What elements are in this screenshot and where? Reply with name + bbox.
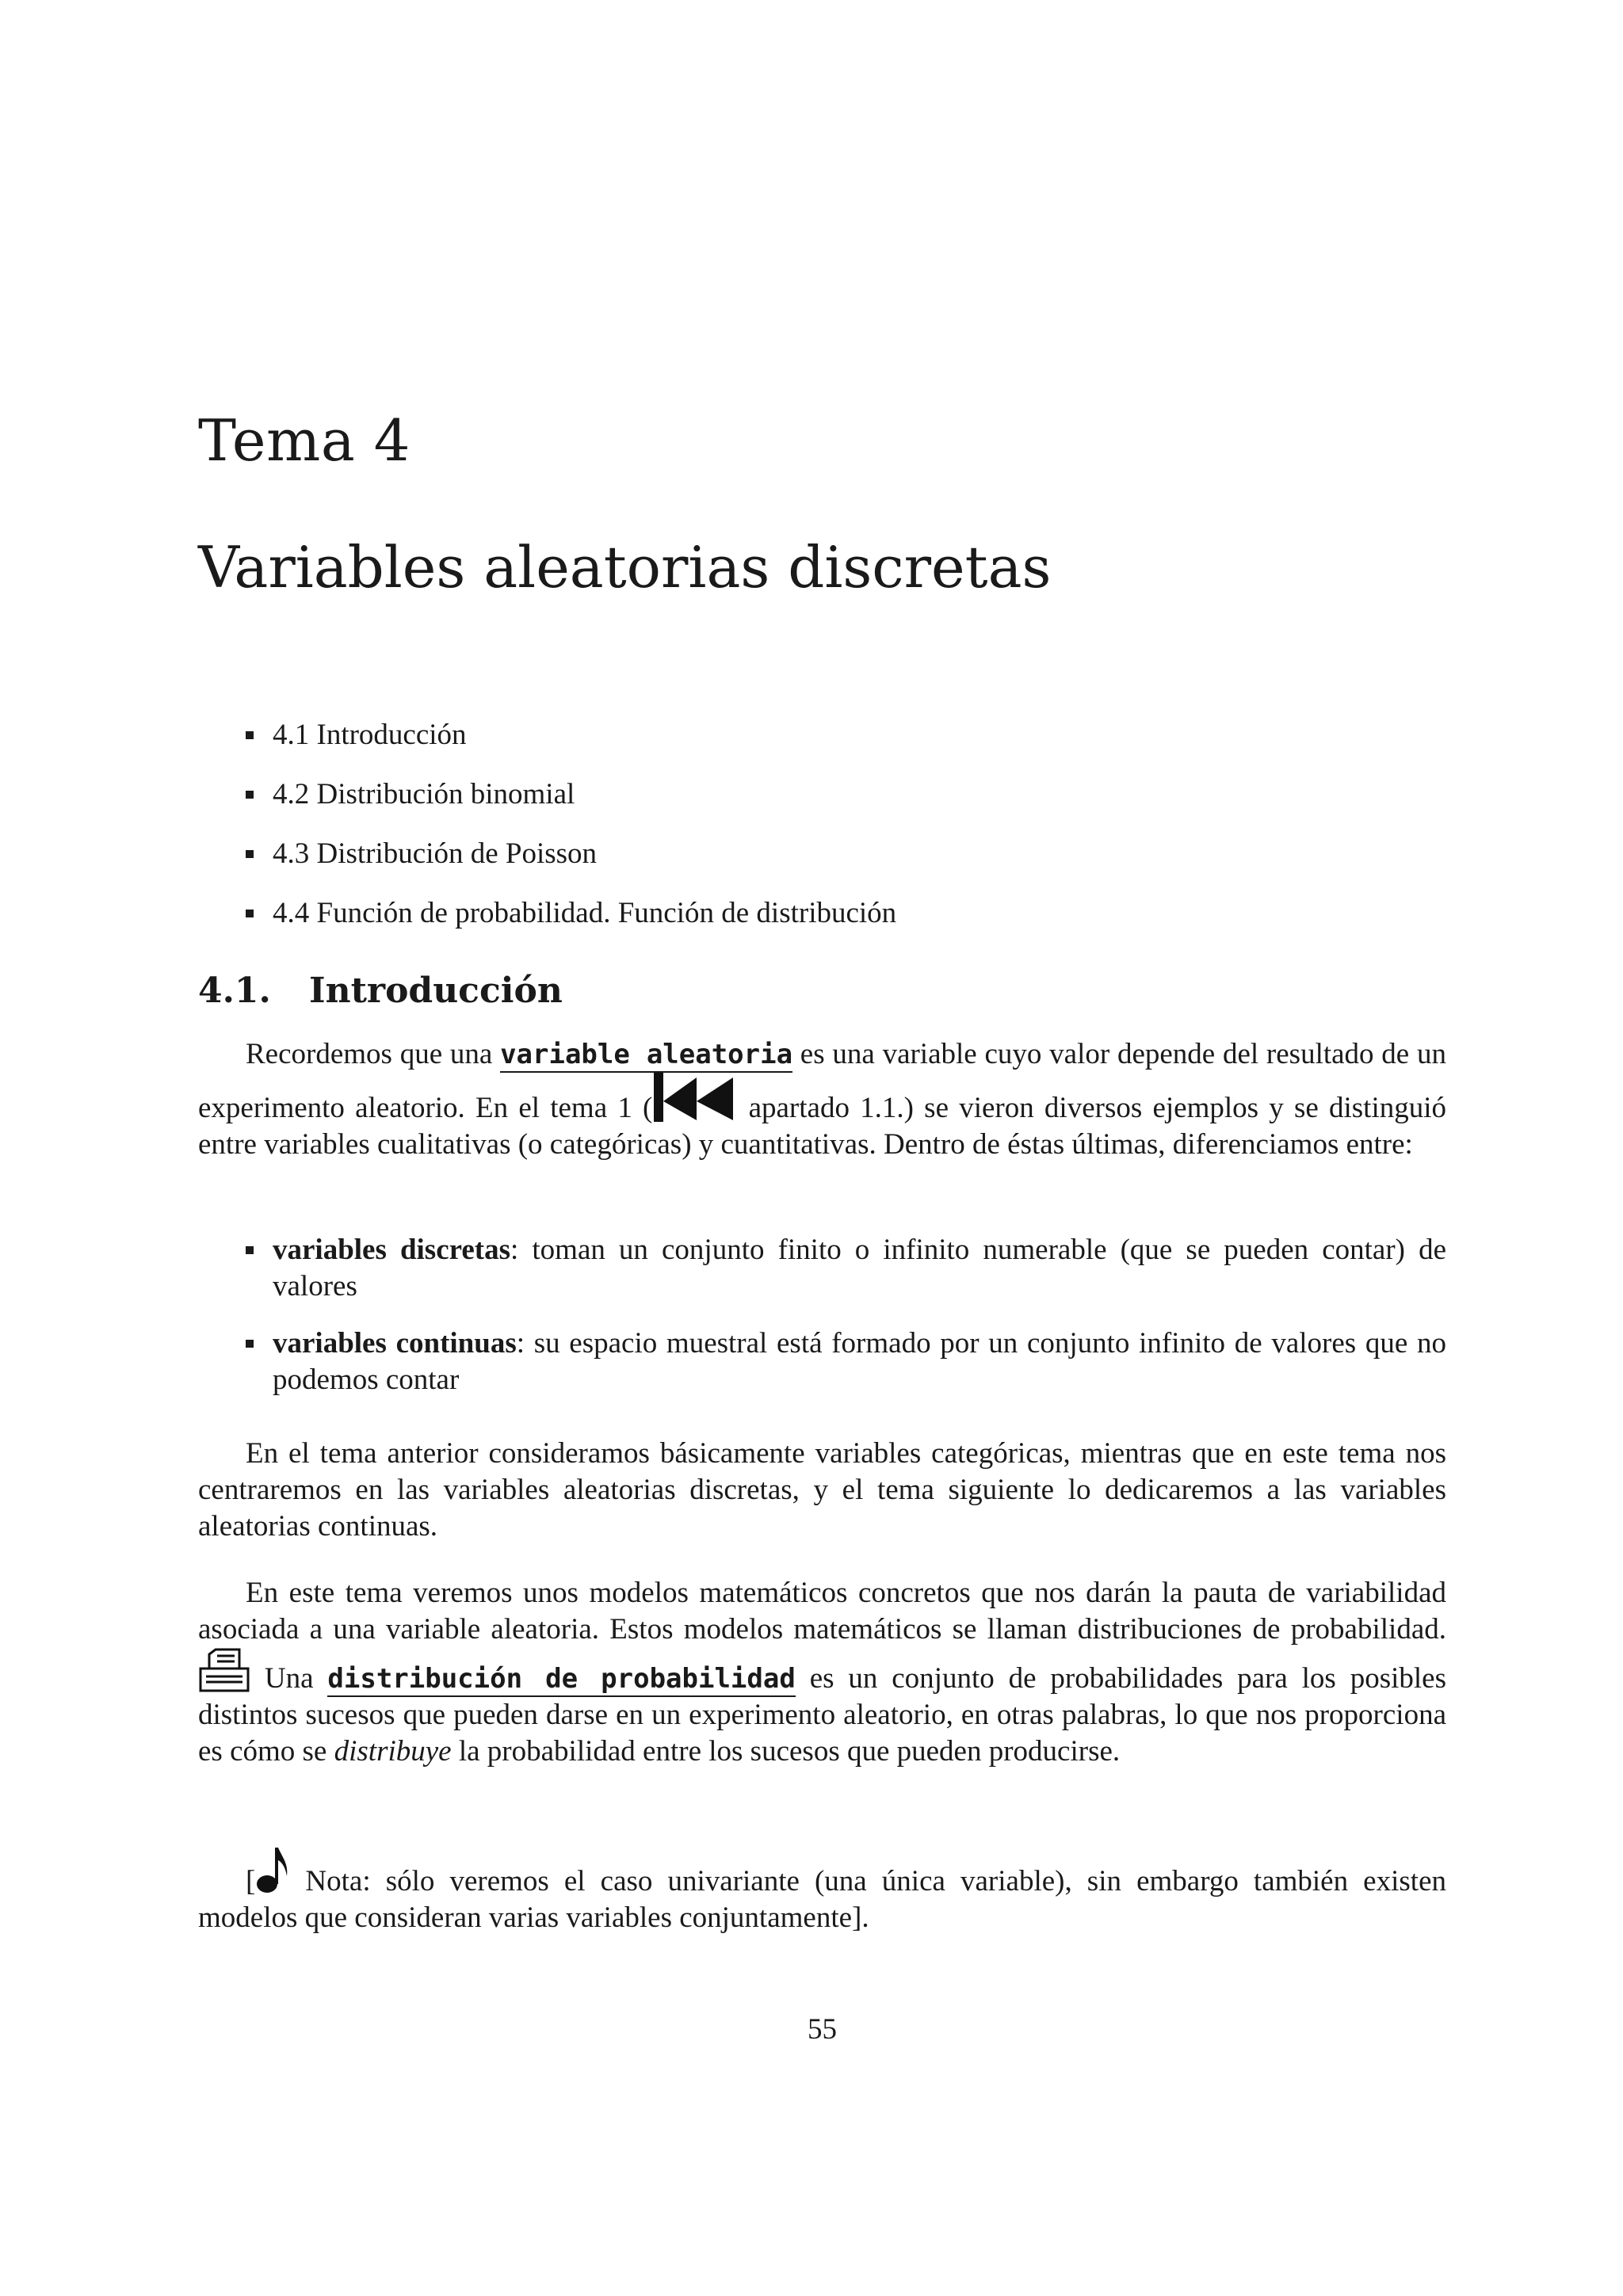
bracket: [ bbox=[246, 1865, 256, 1897]
paragraph-2: En el tema anterior consideramos básicamente variables categóricas, mientras que en este tema nos centraremos en las variables aleatorias discretas, y el tema siguiente lo dedicaremos a las variables aleatorias continuas. bbox=[198, 1437, 1446, 1543]
text: es una variable cuyo valor depende del resultado de un experimento aleatorio. En el tema 1 ( bbox=[198, 1038, 1446, 1124]
variable-types-list bbox=[246, 1232, 1446, 1419]
term-continuas: variables continuas bbox=[273, 1327, 517, 1360]
text: es un conjunto de probabilidades para los posibles distintos sucesos que pueden darse en un experimento aleatorio, en otras palabras, lo que nos proporciona es cómo se bbox=[198, 1662, 1446, 1768]
text: apartado 1.1.) se vieron diversos ejemplos y se distinguió entre variables cualitativas (o categóricas) y cuantitativas. Dentro de éstas últimas, diferenciamos entre: bbox=[198, 1092, 1446, 1161]
bullet-icon bbox=[246, 1340, 254, 1348]
term-discretas: variables discretas bbox=[273, 1234, 511, 1266]
text: la probabilidad entre los sucesos que pueden producirse. bbox=[451, 1735, 1121, 1768]
section-number: 4.1. bbox=[198, 971, 271, 1011]
section-heading bbox=[198, 971, 563, 1013]
toc-item-label[interactable]: 4.2 Distribución binomial bbox=[273, 777, 575, 810]
chapter-label: Tema 4 bbox=[198, 407, 411, 474]
section-title: Introducción bbox=[309, 971, 563, 1011]
document-page bbox=[198, 0, 1446, 2296]
page-number: 55 bbox=[808, 2013, 837, 2046]
toc-item[interactable] bbox=[246, 824, 896, 883]
bullet-icon bbox=[246, 850, 254, 858]
printer-icon[interactable] bbox=[198, 1648, 250, 1692]
note-paragraph bbox=[198, 1846, 1446, 1936]
toc-item-label[interactable]: 4.4 Función de probabilidad. Función de distribución bbox=[273, 896, 897, 929]
music-note-icon[interactable] bbox=[255, 1846, 290, 1895]
toc-item-label[interactable]: 4.1 Introducción bbox=[273, 718, 467, 751]
paragraph-intro bbox=[198, 1036, 1446, 1163]
text: Una bbox=[250, 1662, 328, 1695]
list-item bbox=[246, 1325, 1446, 1398]
list-item bbox=[246, 1232, 1446, 1305]
link-distribucion-de-probabilidad[interactable]: distribución de probabilidad bbox=[327, 1663, 795, 1697]
text: En este tema veremos unos modelos matemáticos concretos que nos darán la pauta de variabilidad asociada a una variable aleatoria. Estos modelos matemáticos se llaman distribuciones de probabilidad. bbox=[198, 1577, 1446, 1646]
toc-item[interactable] bbox=[246, 765, 896, 824]
table-of-contents bbox=[246, 705, 896, 943]
rewind-icon[interactable] bbox=[652, 1073, 738, 1122]
text: Nota: sólo veremos el caso univariante (una única variable), sin embargo también existen modelos que consideran varias variables conjuntamente]. bbox=[198, 1865, 1446, 1934]
text: : su espacio muestral está formado por un conjunto infinito de valores que no podemos contar bbox=[273, 1327, 1446, 1396]
bullet-icon bbox=[246, 910, 254, 917]
text: Recordemos que una bbox=[246, 1038, 501, 1070]
emphasis: distribuye bbox=[334, 1735, 452, 1768]
bullet-icon bbox=[246, 791, 254, 799]
link-variable-aleatoria[interactable]: variable aleatoria bbox=[500, 1039, 792, 1073]
chapter-title: Variables aleatorias discretas bbox=[198, 534, 1052, 601]
bullet-icon bbox=[246, 731, 254, 739]
toc-item[interactable] bbox=[246, 705, 896, 765]
text: : toman un conjunto finito o infinito numerable (que se pueden contar) de valores bbox=[273, 1234, 1446, 1302]
toc-item-label[interactable]: 4.3 Distribución de Poisson bbox=[273, 837, 598, 870]
toc-item[interactable] bbox=[246, 883, 896, 943]
paragraph-3 bbox=[198, 1575, 1446, 1770]
bullet-icon bbox=[246, 1246, 254, 1254]
